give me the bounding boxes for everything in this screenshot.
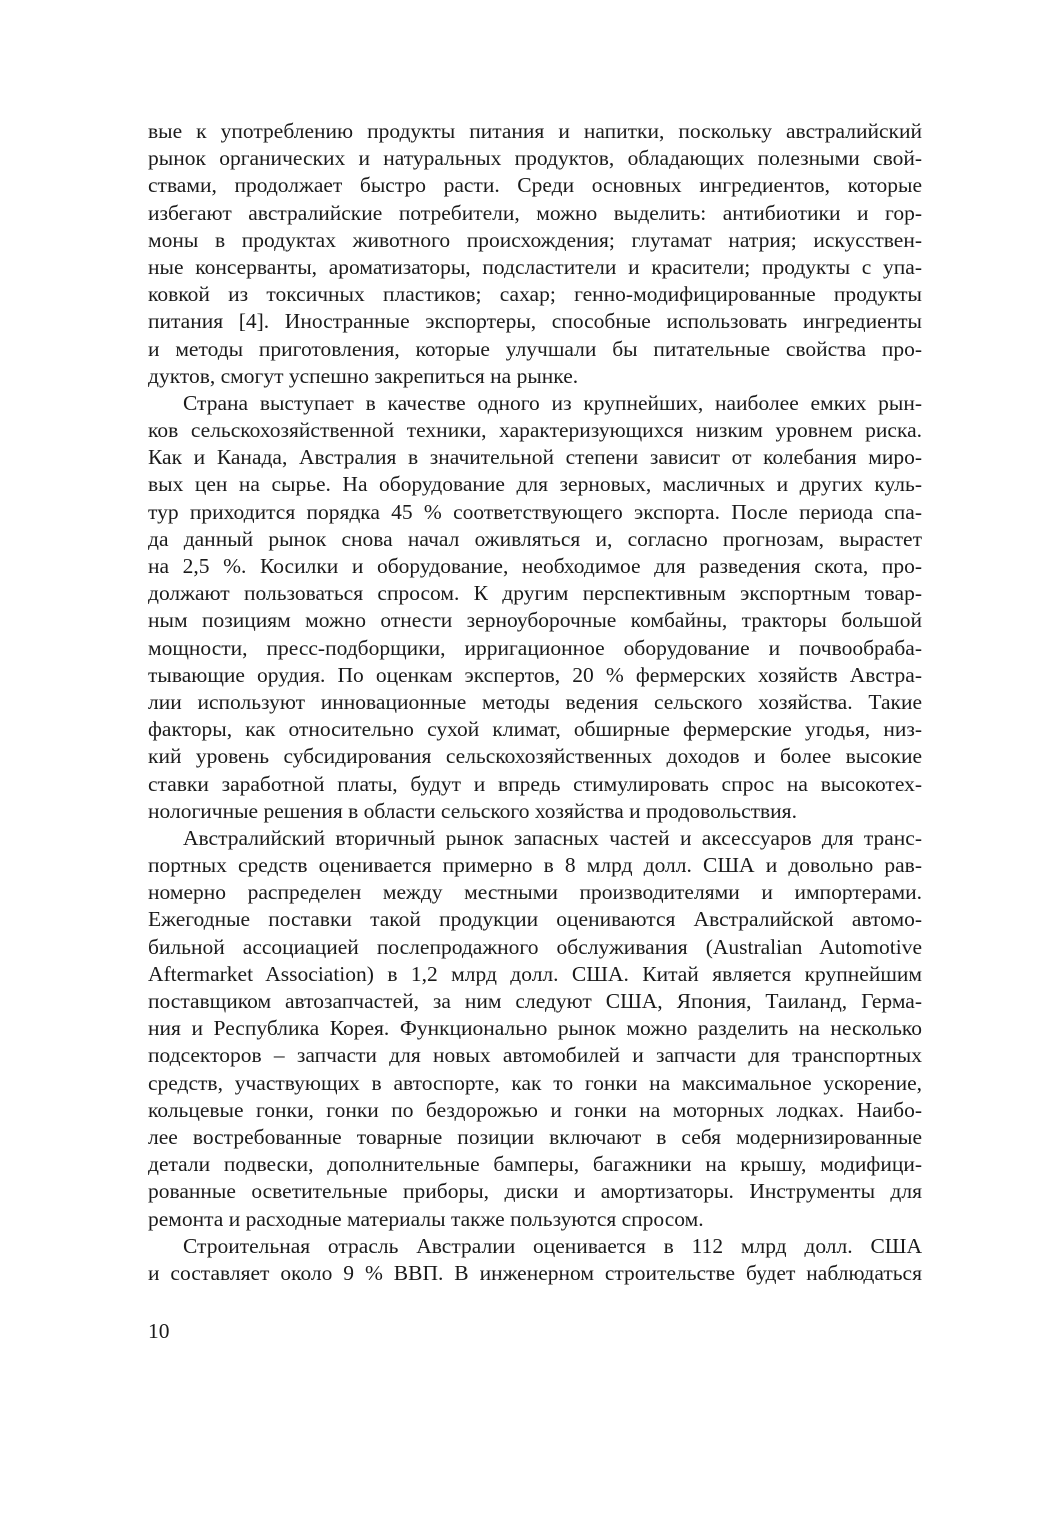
text-line: кольцевые гонки, гонки по бездорожью и гонки на моторных лодках. Наибо- xyxy=(148,1097,922,1122)
text-line: нологичные решения в области сельского хозяйства и продовольствия. xyxy=(148,798,797,823)
text-line: ковкой из токсичных пластиков; сахар; генно-модифицированные продукты xyxy=(148,282,922,307)
text-line: тывающие орудия. По оценкам экспертов, 20 % фермерских хозяйств Австра- xyxy=(148,662,922,687)
paragraph-1 xyxy=(148,118,922,390)
text-line: моны в продуктах животного происхождения; глутамат натрия; искусствен- xyxy=(148,227,922,252)
paragraph-4 xyxy=(148,1233,922,1287)
text-line: мощности, пресс-подборщики, ирригационное оборудование и почвообраба- xyxy=(148,635,922,660)
text-line: Строительная отрасль Австралии оценивается в 112 млрд долл. США xyxy=(183,1233,922,1258)
text-line: бильной ассоциацией послепродажного обслуживания (Australian Automotive xyxy=(148,934,922,959)
text-line: тур приходится порядка 45 % соответствующего экспорта. После периода спа- xyxy=(148,499,922,524)
text-line: поставщиком автозапчастей, за ним следуют США, Япония, Таиланд, Герма- xyxy=(148,989,922,1013)
text-line: ков сельскохозяйственной техники, характеризующихся низким уровнем риска. xyxy=(148,418,922,443)
text-line: Как и Канада, Австралия в значительной степени зависит от колебания миро- xyxy=(148,445,922,470)
text-line: ным позициям можно отнести зерноуборочные комбайны, тракторы большой xyxy=(148,608,922,633)
text-line: и составляет около 9 % ВВП. В инженерном строительстве будет наблюдаться xyxy=(148,1260,922,1285)
text-line: избегают австралийские потребители, можно выделить: антибиотики и гор- xyxy=(148,200,922,225)
paragraph-2 xyxy=(148,390,922,825)
text-line: Ежегодные поставки такой продукции оцениваются Австралийской автомо- xyxy=(148,907,922,932)
text-line: портных средств оценивается примерно в 8 млрд долл. США и довольно рав- xyxy=(148,853,922,878)
text-line: и методы приготовления, которые улучшали бы питательные свойства про- xyxy=(148,336,922,361)
text-line: питания [4]. Иностранные экспортеры, способные использовать ингредиенты xyxy=(148,309,922,334)
text-line: дуктов, смогут успешно закрепиться на рынке. xyxy=(148,363,579,388)
text-line: Страна выступает в качестве одного из крупнейших, наиболее емких рын- xyxy=(183,390,922,415)
text-line: подсекторов – запчасти для новых автомобилей и запчасти для транспортных xyxy=(148,1043,922,1068)
text-line: детали подвески, дополнительные бамперы, багажники на крышу, модифици- xyxy=(148,1152,922,1177)
text-line: ремонта и расходные материалы также пользуются спросом. xyxy=(148,1206,704,1231)
text-line: кий уровень субсидирования сельскохозяйственных доходов и более высокие xyxy=(148,744,922,769)
text-line: должают пользоваться спросом. К другим перспективным экспортным товар- xyxy=(148,581,922,606)
text-line: рованные осветительные приборы, диски и амортизаторы. Инструменты для xyxy=(148,1179,922,1204)
text-line: лии используют инновационные методы ведения сельского хозяйства. Такие xyxy=(148,689,922,714)
page-number: 10 xyxy=(148,1319,170,1343)
text-line: Aftermarket Association) в 1,2 млрд долл. США. Китай является крупнейшим xyxy=(148,961,922,986)
text-line: ствами, продолжает быстро расти. Среди основных ингредиентов, которые xyxy=(148,173,922,198)
text-line: ные консерванты, ароматизаторы, подсластители и красители; продукты с упа- xyxy=(148,254,922,279)
text-line: вые к употреблению продукты питания и напитки, поскольку австралийский xyxy=(148,119,922,143)
page-body xyxy=(148,118,922,1287)
text-line: на 2,5 %. Косилки и оборудование, необходимое для разведения скота, про- xyxy=(148,554,922,578)
text-line: номерно распределен между местными производителями и импортерами. xyxy=(148,880,922,905)
text-line: рынок органических и натуральных продуктов, обладающих полезными свой- xyxy=(148,146,922,171)
text-line: лее востребованные товарные позиции включают в себя модернизированные xyxy=(148,1124,922,1149)
text-line: вых цен на сырье. На оборудование для зерновых, масличных и других куль- xyxy=(148,472,922,497)
text-line: ставки заработной платы, будут и впредь стимулировать спрос на высокотех- xyxy=(148,771,922,796)
paragraph-3 xyxy=(148,825,922,1233)
text-line: да данный рынок снова начал оживляться и, согласно прогнозам, вырастет xyxy=(148,526,922,551)
text-line: факторы, как относительно сухой климат, обширные фермерские угодья, низ- xyxy=(148,717,922,742)
text-line: ния и Республика Корея. Функционально рынок можно разделить на несколько xyxy=(148,1016,922,1041)
text-line: Австралийский вторичный рынок запасных частей и аксессуаров для транс- xyxy=(183,825,922,850)
text-line: средств, участвующих в автоспорте, как то гонки на максимальное ускорение, xyxy=(148,1070,922,1095)
